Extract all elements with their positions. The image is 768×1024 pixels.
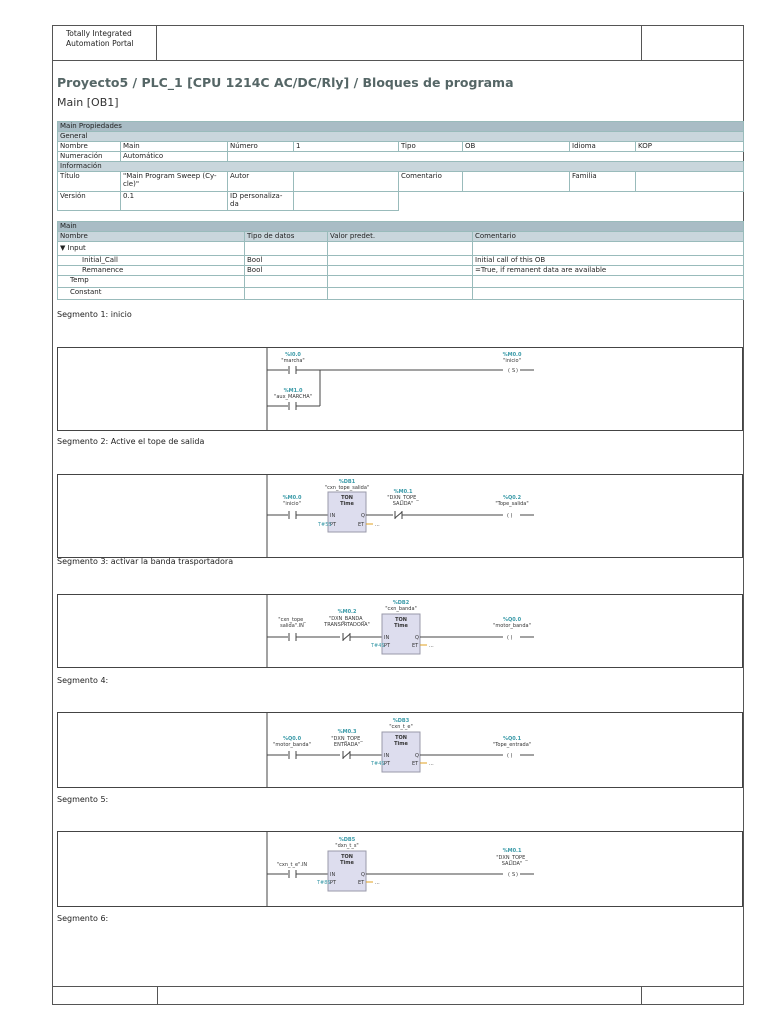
value-titulo: [121, 172, 228, 192]
titulo-line2: cle)": [123, 180, 140, 188]
segment-2-label: Segmento 2: Active el tope de salida: [57, 437, 205, 446]
s3-ton-sub: Time: [394, 623, 408, 629]
s5-coil-right: ): [516, 872, 518, 878]
s2-c1-addr: %M0.0: [282, 495, 302, 501]
segment-6-label: Segmento 6:: [57, 914, 109, 923]
s3-db-name: "cxn_banda": [385, 606, 417, 612]
table-row: [58, 276, 744, 288]
row-comment: Initial call of this OB: [473, 256, 744, 266]
value-numeracion: Automático: [121, 152, 228, 162]
s3-ton-type: TON: [395, 617, 407, 623]
network-5: [57, 831, 743, 907]
s5-ton-in: IN: [330, 872, 336, 878]
s2-c2-addr: %M0.1: [393, 489, 413, 495]
s5-ton-q: Q: [361, 872, 365, 878]
s2-coil-addr: %Q0.2: [502, 495, 522, 501]
s2-coil-symbol: ( ): [507, 513, 513, 519]
iface-input-label: Input: [67, 244, 86, 252]
s2-ton-pt: PT: [330, 522, 337, 528]
label-nombre: Nombre: [58, 142, 121, 152]
s3-c1-name2: salida".IN: [280, 623, 304, 629]
s3-c2-addr: %M0.2: [337, 609, 357, 615]
s5-pt-value: T#8S: [317, 880, 331, 886]
ladder-1: [58, 348, 742, 430]
iface-col-tipo: Tipo de datos: [245, 232, 328, 242]
s4-c1-name: "motor_banda": [273, 742, 311, 748]
table-row: [58, 266, 744, 276]
iface-col-valor: Valor predet.: [328, 232, 473, 242]
s2-pt-value: T#5S: [318, 522, 332, 528]
s4-et-dots: ...: [429, 761, 434, 767]
s1-coil-name: "inicio": [503, 358, 521, 364]
s3-coil-symbol: ( ): [507, 635, 513, 641]
s1-c2-addr: %M1.0: [283, 388, 303, 394]
s1-coil-addr: %M0.0: [502, 352, 522, 358]
s5-coil-addr: %M0.1: [502, 848, 522, 854]
s5-ton-et: ET: [358, 880, 365, 886]
value-tipo: OB: [463, 142, 570, 152]
s3-c1-name1: "cxn_tope_: [278, 617, 306, 623]
s4-c1-addr: %Q0.0: [282, 736, 302, 742]
s3-ton-pt: PT: [384, 643, 391, 649]
header-logo-text: [53, 26, 157, 60]
page-title: Proyecto5 / PLC_1 [CPU 1214C AC/DC/Rly] / Bloques de programa: [57, 75, 514, 90]
s5-coil-name2: SALIDA": [501, 861, 523, 867]
props-informacion: Información: [58, 162, 744, 172]
s3-ton-in: IN: [384, 635, 390, 641]
s5-db-addr: %DB5: [338, 837, 356, 843]
s4-ton-sub: Time: [394, 741, 408, 747]
s2-c1-name: "inicio": [283, 501, 301, 507]
s4-ton-pt: PT: [384, 761, 391, 767]
page-header: [53, 26, 743, 61]
network-1: [57, 347, 743, 431]
value-idioma: KOP: [636, 142, 744, 152]
s3-db-addr: %DB2: [392, 600, 410, 606]
id-line2: da: [230, 200, 239, 208]
segment-3-label: Segmento 3: activar la banda trasportadora: [57, 557, 234, 566]
s5-ton-pt: PT: [330, 880, 337, 886]
s4-db-addr: %DB3: [392, 718, 410, 724]
segment-1-label: Segmento 1: inicio: [57, 310, 132, 319]
value-nombre: Main: [121, 142, 228, 152]
s4-coil-symbol: ( ): [507, 753, 513, 759]
table-row: [58, 288, 744, 300]
ladder-5: [58, 832, 742, 906]
segment-4-label: Segmento 4:: [57, 676, 109, 685]
s2-ton-in: IN: [330, 513, 336, 519]
titulo-line1: "Main Program Sweep (Cy-: [123, 172, 217, 180]
s2-db-name: "cxn_tope_salida": [324, 485, 370, 491]
s2-et-dots: ...: [375, 522, 380, 528]
s2-ton-sub: Time: [340, 501, 354, 507]
label-tipo: Tipo: [399, 142, 463, 152]
s2-ton-et: ET: [358, 522, 365, 528]
value-numero: 1: [294, 142, 399, 152]
s2-c2-name1: "DXN_TOPE_: [387, 495, 419, 501]
s2-c2-name2: SALIDA": [392, 501, 414, 507]
label-numero: Número: [228, 142, 294, 152]
s3-et-dots: ...: [429, 643, 434, 649]
s1-coil-left: (: [508, 368, 510, 374]
s3-ton-q: Q: [415, 635, 419, 641]
segment-5-label: Segmento 5:: [57, 795, 109, 804]
row-name: Constant: [58, 288, 245, 300]
s1-c2-name: "aux_MARCHA": [274, 394, 312, 400]
network-4: [57, 712, 743, 788]
row-name: Temp: [58, 276, 245, 288]
s5-ton-sub: Time: [340, 860, 354, 866]
interface-table: [57, 221, 744, 300]
label-autor: Autor: [228, 172, 294, 192]
expand-triangle-icon[interactable]: ▼: [60, 244, 66, 252]
s1-coil-type: S: [512, 368, 516, 374]
s5-coil-name1: "DXN_TOPE_: [496, 855, 528, 861]
s1-coil-right: ): [516, 368, 518, 374]
s4-c2-name1: "DXN_TOPE_: [331, 736, 363, 742]
s3-coil-addr: %Q0.0: [502, 617, 522, 623]
label-idioma: Idioma: [570, 142, 636, 152]
ladder-2: [58, 475, 742, 557]
s5-c1-name: "cxn_t_e".IN: [276, 862, 308, 868]
label-version: Versión: [58, 192, 121, 211]
s1-c1-addr: %I0.0: [285, 352, 301, 358]
s4-ton-in: IN: [384, 753, 390, 759]
label-comentario: Comentario: [399, 172, 463, 192]
s3-ton-et: ET: [412, 643, 419, 649]
props-section: Main Propiedades: [58, 122, 744, 132]
page-subtitle: Main [OB1]: [57, 96, 119, 109]
iface-col-comentario: Comentario: [473, 232, 744, 242]
iface-section: Main: [58, 222, 744, 232]
s4-coil-addr: %Q0.1: [502, 736, 522, 742]
row-name: Remanence: [58, 266, 245, 276]
value-version: 0.1: [121, 192, 228, 211]
iface-input-row[interactable]: [58, 242, 245, 256]
label-titulo: Título: [58, 172, 121, 192]
s2-db-addr: %DB1: [338, 479, 356, 485]
s3-c2-name1: "DXN_BANDA_: [328, 616, 366, 622]
table-row: [58, 256, 744, 266]
network-2: [57, 474, 743, 558]
s2-ton-type: TON: [341, 495, 353, 501]
properties-table: [57, 121, 744, 211]
ladder-4: [58, 713, 742, 787]
s5-coil-type: S: [512, 872, 516, 878]
header-line1: Totally Integrated: [66, 29, 132, 38]
ladder-3: [58, 595, 742, 667]
s4-db-name: "cxn_t_e": [389, 724, 413, 730]
label-numeracion: Numeración: [58, 152, 121, 162]
s4-coil-name: "Tope_entrada": [492, 742, 532, 748]
s5-et-dots: ...: [375, 880, 380, 886]
s4-ton-type: TON: [395, 735, 407, 741]
header-line2: Automation Portal: [66, 39, 134, 48]
props-general: General: [58, 132, 744, 142]
row-type: Bool: [245, 256, 328, 266]
s2-coil-name: "Tope_salida": [495, 501, 529, 507]
s2-ton-q: Q: [361, 513, 365, 519]
network-3: [57, 594, 743, 668]
id-line1: ID personaliza-: [230, 192, 283, 200]
row-name: Initial_Call: [58, 256, 245, 266]
s1-c1-name: "marcha": [281, 358, 305, 364]
label-id: [228, 192, 294, 211]
row-type: Bool: [245, 266, 328, 276]
s3-c2-name2: TRANSPRTADORA": [324, 622, 370, 628]
s4-pt-value: T#4S: [371, 761, 385, 767]
page-footer: [53, 986, 743, 1004]
label-familia: Familia: [570, 172, 636, 192]
s4-ton-q: Q: [415, 753, 419, 759]
s4-ton-et: ET: [412, 761, 419, 767]
s3-pt-value: T#4S: [371, 643, 385, 649]
row-comment: =True, if remanent data are available: [473, 266, 744, 276]
iface-col-nombre: Nombre: [58, 232, 245, 242]
s3-coil-name: "motor_banda": [493, 623, 531, 629]
s5-ton-type: TON: [341, 854, 353, 860]
s5-db-name: "dxn_t_s": [335, 843, 359, 849]
s4-c2-name2: ENTRADA": [333, 742, 361, 748]
s4-c2-addr: %M0.3: [337, 729, 357, 735]
s5-coil-left: (: [508, 872, 510, 878]
page-frame: [52, 25, 744, 1005]
